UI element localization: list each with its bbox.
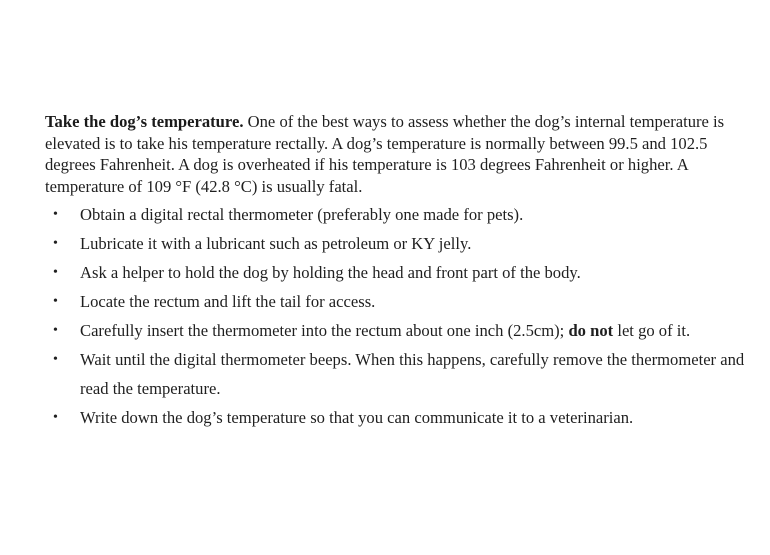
step-text-before: Carefully insert the thermometer into the rectum about one inch (2.5cm);	[80, 321, 569, 340]
intro-paragraph	[45, 111, 735, 197]
intro-text: One of the best ways to assess whether the dog’s internal temperature is elevated is to take his temperature rectally. A dog’s temperature is normally between 99.5 and 102.5 degrees Fahrenheit. A dog is overheated if his temperature is 103 degrees Fahrenheit or higher. A temperature of 109 °F (42.8 °C) is usually fatal.	[45, 112, 725, 196]
intro-lead-bold: Take the dog’s temperature.	[45, 112, 244, 131]
step-text: Lubricate it with a lubricant such as petroleum or KY jelly.	[80, 234, 472, 253]
step-text: Locate the rectum and lift the tail for access.	[80, 292, 376, 311]
list-item	[45, 258, 765, 287]
step-text: Ask a helper to hold the dog by holding the head and front part of the body.	[80, 263, 581, 282]
step-text-bold: do not	[568, 321, 614, 340]
steps-list	[45, 200, 765, 432]
list-item	[45, 287, 765, 316]
list-item	[45, 403, 765, 432]
step-text: Obtain a digital rectal thermometer (preferably one made for pets).	[80, 205, 524, 224]
bullet-icon: •	[53, 207, 58, 222]
bullet-icon: •	[53, 410, 58, 425]
document-page	[45, 111, 765, 432]
list-item	[45, 345, 760, 403]
list-item	[45, 200, 765, 229]
step-text: Wait until the digital thermometer beeps. When this happens, carefully remove the thermometer and read the temperature.	[80, 350, 745, 398]
list-item	[45, 316, 765, 345]
bullet-icon: •	[53, 323, 58, 338]
bullet-icon: •	[53, 265, 58, 280]
list-item	[45, 229, 765, 258]
step-text: Write down the dog’s temperature so that you can communicate it to a veterinarian.	[80, 408, 634, 427]
bullet-icon: •	[53, 236, 58, 251]
bullet-icon: •	[53, 352, 58, 367]
step-text-after: let go of it.	[613, 321, 691, 340]
bullet-icon: •	[53, 294, 58, 309]
